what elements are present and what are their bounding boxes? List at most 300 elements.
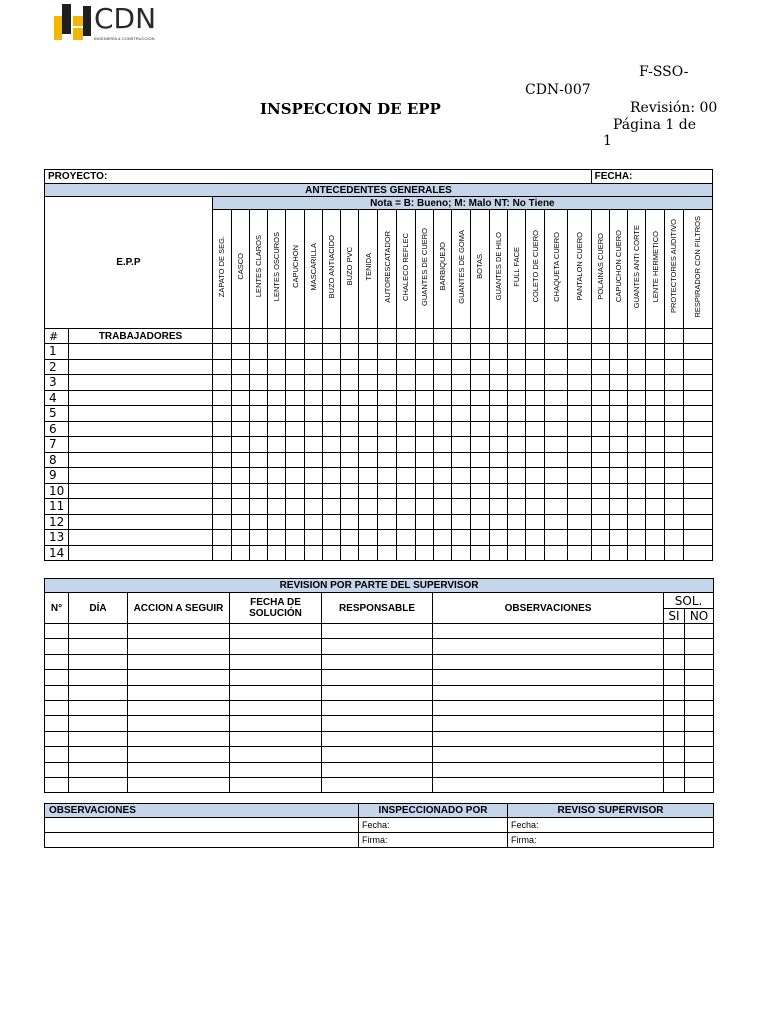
epp-rating-cell[interactable]	[665, 375, 683, 391]
epp-rating-cell[interactable]	[322, 514, 340, 530]
epp-rating-cell[interactable]	[646, 437, 665, 453]
epp-rating-cell[interactable]	[378, 375, 396, 391]
epp-rating-cell[interactable]	[507, 452, 525, 468]
supervisor-cell[interactable]	[685, 716, 714, 731]
supervisor-cell[interactable]	[322, 670, 433, 685]
epp-rating-cell[interactable]	[286, 499, 304, 515]
epp-rating-cell[interactable]	[627, 421, 645, 437]
epp-rating-cell[interactable]	[396, 468, 415, 484]
epp-rating-cell[interactable]	[359, 545, 378, 561]
epp-rating-cell[interactable]	[304, 359, 322, 375]
supervisor-cell[interactable]	[230, 700, 322, 715]
epp-rating-cell[interactable]	[665, 390, 683, 406]
epp-rating-cell[interactable]	[396, 545, 415, 561]
epp-rating-cell[interactable]	[568, 499, 591, 515]
epp-rating-cell[interactable]	[304, 499, 322, 515]
supervisor-cell[interactable]	[69, 639, 128, 654]
epp-rating-cell[interactable]	[646, 468, 665, 484]
epp-rating-cell[interactable]	[452, 375, 471, 391]
supervisor-cell[interactable]	[322, 654, 433, 669]
epp-rating-cell[interactable]	[489, 406, 507, 422]
supervisor-cell[interactable]	[664, 639, 685, 654]
supervisor-cell[interactable]	[230, 747, 322, 762]
epp-rating-cell[interactable]	[627, 530, 645, 546]
epp-rating-cell[interactable]	[304, 344, 322, 360]
epp-rating-cell[interactable]	[396, 483, 415, 499]
date-field[interactable]: FECHA:	[591, 170, 712, 184]
epp-rating-cell[interactable]	[415, 359, 433, 375]
epp-rating-cell[interactable]	[452, 437, 471, 453]
epp-rating-cell[interactable]	[683, 530, 712, 546]
supervisor-cell[interactable]	[322, 639, 433, 654]
epp-rating-cell[interactable]	[609, 390, 627, 406]
epp-rating-cell[interactable]	[268, 437, 286, 453]
supervisor-cell[interactable]	[664, 747, 685, 762]
supervisor-date-field[interactable]: Fecha:	[508, 818, 714, 833]
epp-rating-cell[interactable]	[525, 530, 544, 546]
epp-rating-cell[interactable]	[415, 468, 433, 484]
epp-rating-cell[interactable]	[627, 483, 645, 499]
epp-rating-cell[interactable]	[268, 390, 286, 406]
epp-rating-cell[interactable]	[415, 499, 433, 515]
epp-rating-cell[interactable]	[322, 499, 340, 515]
epp-rating-cell[interactable]	[322, 421, 340, 437]
epp-rating-cell[interactable]	[378, 483, 396, 499]
epp-rating-cell[interactable]	[591, 406, 609, 422]
epp-rating-cell[interactable]	[627, 375, 645, 391]
epp-rating-cell[interactable]	[471, 375, 489, 391]
supervisor-cell[interactable]	[45, 700, 69, 715]
epp-rating-cell[interactable]	[452, 483, 471, 499]
epp-rating-cell[interactable]	[212, 468, 231, 484]
supervisor-cell[interactable]	[664, 700, 685, 715]
worker-name-field[interactable]	[69, 390, 212, 406]
epp-rating-cell[interactable]	[627, 545, 645, 561]
epp-rating-cell[interactable]	[212, 344, 231, 360]
epp-rating-cell[interactable]	[489, 421, 507, 437]
epp-rating-cell[interactable]	[489, 514, 507, 530]
epp-rating-cell[interactable]	[665, 452, 683, 468]
epp-rating-cell[interactable]	[665, 545, 683, 561]
epp-rating-cell[interactable]	[507, 390, 525, 406]
epp-rating-cell[interactable]	[452, 452, 471, 468]
epp-rating-cell[interactable]	[250, 390, 268, 406]
epp-rating-cell[interactable]	[250, 483, 268, 499]
epp-rating-cell[interactable]	[489, 483, 507, 499]
worker-name-field[interactable]	[69, 375, 212, 391]
epp-rating-cell[interactable]	[341, 468, 359, 484]
epp-rating-cell[interactable]	[322, 545, 340, 561]
epp-rating-cell[interactable]	[433, 468, 451, 484]
epp-rating-cell[interactable]	[286, 437, 304, 453]
epp-rating-cell[interactable]	[304, 390, 322, 406]
epp-rating-cell[interactable]	[568, 406, 591, 422]
supervisor-cell[interactable]	[685, 777, 714, 792]
epp-rating-cell[interactable]	[250, 468, 268, 484]
epp-rating-cell[interactable]	[683, 483, 712, 499]
epp-rating-cell[interactable]	[212, 530, 231, 546]
epp-rating-cell[interactable]	[489, 545, 507, 561]
epp-rating-cell[interactable]	[286, 344, 304, 360]
epp-rating-cell[interactable]	[231, 359, 249, 375]
epp-rating-cell[interactable]	[268, 406, 286, 422]
supervisor-cell[interactable]	[685, 731, 714, 746]
supervisor-cell[interactable]	[128, 639, 230, 654]
epp-rating-cell[interactable]	[471, 468, 489, 484]
epp-rating-cell[interactable]	[525, 468, 544, 484]
epp-rating-cell[interactable]	[433, 406, 451, 422]
epp-rating-cell[interactable]	[452, 468, 471, 484]
epp-rating-cell[interactable]	[304, 437, 322, 453]
epp-rating-cell[interactable]	[452, 530, 471, 546]
epp-rating-cell[interactable]	[212, 437, 231, 453]
epp-rating-cell[interactable]	[322, 359, 340, 375]
epp-rating-cell[interactable]	[665, 468, 683, 484]
epp-rating-cell[interactable]	[341, 406, 359, 422]
epp-rating-cell[interactable]	[568, 452, 591, 468]
epp-rating-cell[interactable]	[591, 530, 609, 546]
epp-rating-cell[interactable]	[231, 421, 249, 437]
epp-rating-cell[interactable]	[545, 545, 568, 561]
supervisor-cell[interactable]	[45, 685, 69, 700]
epp-rating-cell[interactable]	[378, 530, 396, 546]
epp-rating-cell[interactable]	[286, 468, 304, 484]
supervisor-cell[interactable]	[69, 624, 128, 639]
supervisor-cell[interactable]	[69, 685, 128, 700]
epp-rating-cell[interactable]	[322, 406, 340, 422]
epp-rating-cell[interactable]	[609, 545, 627, 561]
epp-rating-cell[interactable]	[489, 344, 507, 360]
epp-rating-cell[interactable]	[415, 344, 433, 360]
epp-rating-cell[interactable]	[452, 499, 471, 515]
epp-rating-cell[interactable]	[471, 344, 489, 360]
epp-rating-cell[interactable]	[471, 390, 489, 406]
epp-rating-cell[interactable]	[378, 406, 396, 422]
epp-rating-cell[interactable]	[591, 545, 609, 561]
epp-rating-cell[interactable]	[545, 437, 568, 453]
epp-rating-cell[interactable]	[627, 359, 645, 375]
epp-rating-cell[interactable]	[627, 452, 645, 468]
epp-rating-cell[interactable]	[359, 530, 378, 546]
epp-rating-cell[interactable]	[268, 375, 286, 391]
epp-rating-cell[interactable]	[471, 545, 489, 561]
epp-rating-cell[interactable]	[268, 514, 286, 530]
epp-rating-cell[interactable]	[378, 452, 396, 468]
observations-field-line2[interactable]	[45, 833, 359, 848]
supervisor-cell[interactable]	[230, 731, 322, 746]
epp-rating-cell[interactable]	[683, 390, 712, 406]
epp-rating-cell[interactable]	[341, 483, 359, 499]
epp-rating-cell[interactable]	[433, 545, 451, 561]
epp-rating-cell[interactable]	[665, 437, 683, 453]
supervisor-cell[interactable]	[433, 747, 664, 762]
supervisor-cell[interactable]	[664, 624, 685, 639]
epp-rating-cell[interactable]	[489, 499, 507, 515]
epp-rating-cell[interactable]	[452, 390, 471, 406]
epp-rating-cell[interactable]	[489, 390, 507, 406]
supervisor-cell[interactable]	[69, 670, 128, 685]
supervisor-cell[interactable]	[685, 639, 714, 654]
epp-rating-cell[interactable]	[433, 452, 451, 468]
epp-rating-cell[interactable]	[396, 452, 415, 468]
epp-rating-cell[interactable]	[471, 499, 489, 515]
epp-rating-cell[interactable]	[609, 514, 627, 530]
epp-rating-cell[interactable]	[341, 514, 359, 530]
supervisor-cell[interactable]	[69, 654, 128, 669]
epp-rating-cell[interactable]	[489, 530, 507, 546]
epp-rating-cell[interactable]	[525, 359, 544, 375]
epp-rating-cell[interactable]	[525, 483, 544, 499]
supervisor-cell[interactable]	[433, 716, 664, 731]
epp-rating-cell[interactable]	[304, 406, 322, 422]
epp-rating-cell[interactable]	[507, 483, 525, 499]
epp-rating-cell[interactable]	[212, 359, 231, 375]
epp-rating-cell[interactable]	[304, 530, 322, 546]
supervisor-cell[interactable]	[128, 731, 230, 746]
epp-rating-cell[interactable]	[286, 452, 304, 468]
epp-rating-cell[interactable]	[507, 499, 525, 515]
epp-rating-cell[interactable]	[286, 359, 304, 375]
epp-rating-cell[interactable]	[396, 499, 415, 515]
epp-rating-cell[interactable]	[591, 468, 609, 484]
supervisor-cell[interactable]	[128, 654, 230, 669]
supervisor-cell[interactable]	[230, 639, 322, 654]
supervisor-cell[interactable]	[685, 700, 714, 715]
epp-rating-cell[interactable]	[378, 344, 396, 360]
epp-rating-cell[interactable]	[322, 390, 340, 406]
epp-rating-cell[interactable]	[568, 390, 591, 406]
epp-rating-cell[interactable]	[433, 530, 451, 546]
epp-rating-cell[interactable]	[286, 545, 304, 561]
epp-rating-cell[interactable]	[609, 406, 627, 422]
epp-rating-cell[interactable]	[341, 375, 359, 391]
epp-rating-cell[interactable]	[378, 390, 396, 406]
epp-rating-cell[interactable]	[396, 390, 415, 406]
epp-rating-cell[interactable]	[433, 390, 451, 406]
epp-rating-cell[interactable]	[471, 406, 489, 422]
epp-rating-cell[interactable]	[433, 499, 451, 515]
supervisor-cell[interactable]	[664, 654, 685, 669]
epp-rating-cell[interactable]	[646, 545, 665, 561]
supervisor-cell[interactable]	[230, 762, 322, 777]
supervisor-cell[interactable]	[322, 731, 433, 746]
supervisor-cell[interactable]	[128, 716, 230, 731]
epp-rating-cell[interactable]	[683, 452, 712, 468]
epp-rating-cell[interactable]	[341, 545, 359, 561]
epp-rating-cell[interactable]	[268, 483, 286, 499]
epp-rating-cell[interactable]	[609, 483, 627, 499]
supervisor-cell[interactable]	[45, 624, 69, 639]
epp-rating-cell[interactable]	[545, 359, 568, 375]
epp-rating-cell[interactable]	[286, 483, 304, 499]
epp-rating-cell[interactable]	[646, 406, 665, 422]
epp-rating-cell[interactable]	[359, 499, 378, 515]
epp-rating-cell[interactable]	[591, 375, 609, 391]
epp-rating-cell[interactable]	[452, 344, 471, 360]
epp-rating-cell[interactable]	[471, 421, 489, 437]
epp-rating-cell[interactable]	[683, 421, 712, 437]
epp-rating-cell[interactable]	[627, 344, 645, 360]
epp-rating-cell[interactable]	[415, 545, 433, 561]
epp-rating-cell[interactable]	[415, 437, 433, 453]
epp-rating-cell[interactable]	[396, 514, 415, 530]
epp-rating-cell[interactable]	[322, 468, 340, 484]
epp-rating-cell[interactable]	[304, 452, 322, 468]
epp-rating-cell[interactable]	[341, 452, 359, 468]
epp-rating-cell[interactable]	[322, 452, 340, 468]
worker-name-field[interactable]	[69, 468, 212, 484]
epp-rating-cell[interactable]	[250, 452, 268, 468]
epp-rating-cell[interactable]	[665, 359, 683, 375]
epp-rating-cell[interactable]	[378, 437, 396, 453]
supervisor-cell[interactable]	[433, 670, 664, 685]
epp-rating-cell[interactable]	[545, 344, 568, 360]
epp-rating-cell[interactable]	[304, 468, 322, 484]
epp-rating-cell[interactable]	[507, 375, 525, 391]
worker-name-field[interactable]	[69, 514, 212, 530]
epp-rating-cell[interactable]	[212, 452, 231, 468]
epp-rating-cell[interactable]	[250, 359, 268, 375]
worker-name-field[interactable]	[69, 545, 212, 561]
epp-rating-cell[interactable]	[415, 390, 433, 406]
epp-rating-cell[interactable]	[568, 344, 591, 360]
epp-rating-cell[interactable]	[250, 421, 268, 437]
epp-rating-cell[interactable]	[322, 344, 340, 360]
epp-rating-cell[interactable]	[378, 545, 396, 561]
epp-rating-cell[interactable]	[378, 499, 396, 515]
epp-rating-cell[interactable]	[568, 375, 591, 391]
supervisor-cell[interactable]	[322, 700, 433, 715]
epp-rating-cell[interactable]	[665, 499, 683, 515]
epp-rating-cell[interactable]	[359, 437, 378, 453]
epp-rating-cell[interactable]	[568, 530, 591, 546]
worker-name-field[interactable]	[69, 344, 212, 360]
epp-rating-cell[interactable]	[471, 437, 489, 453]
epp-rating-cell[interactable]	[433, 344, 451, 360]
epp-rating-cell[interactable]	[609, 452, 627, 468]
worker-name-field[interactable]	[69, 530, 212, 546]
epp-rating-cell[interactable]	[545, 421, 568, 437]
epp-rating-cell[interactable]	[378, 359, 396, 375]
epp-rating-cell[interactable]	[627, 437, 645, 453]
epp-rating-cell[interactable]	[268, 545, 286, 561]
epp-rating-cell[interactable]	[609, 421, 627, 437]
epp-rating-cell[interactable]	[212, 483, 231, 499]
epp-rating-cell[interactable]	[415, 421, 433, 437]
epp-rating-cell[interactable]	[341, 437, 359, 453]
supervisor-cell[interactable]	[128, 700, 230, 715]
epp-rating-cell[interactable]	[286, 421, 304, 437]
epp-rating-cell[interactable]	[568, 483, 591, 499]
epp-rating-cell[interactable]	[627, 406, 645, 422]
epp-rating-cell[interactable]	[231, 468, 249, 484]
supervisor-cell[interactable]	[69, 762, 128, 777]
epp-rating-cell[interactable]	[591, 499, 609, 515]
supervisor-cell[interactable]	[322, 762, 433, 777]
supervisor-cell[interactable]	[664, 731, 685, 746]
epp-rating-cell[interactable]	[525, 421, 544, 437]
epp-rating-cell[interactable]	[646, 375, 665, 391]
supervisor-cell[interactable]	[322, 777, 433, 792]
epp-rating-cell[interactable]	[609, 437, 627, 453]
epp-rating-cell[interactable]	[591, 514, 609, 530]
epp-rating-cell[interactable]	[646, 483, 665, 499]
epp-rating-cell[interactable]	[268, 359, 286, 375]
epp-rating-cell[interactable]	[568, 468, 591, 484]
epp-rating-cell[interactable]	[304, 421, 322, 437]
supervisor-cell[interactable]	[664, 762, 685, 777]
supervisor-cell[interactable]	[685, 747, 714, 762]
epp-rating-cell[interactable]	[341, 499, 359, 515]
epp-rating-cell[interactable]	[683, 359, 712, 375]
epp-rating-cell[interactable]	[250, 375, 268, 391]
supervisor-cell[interactable]	[230, 654, 322, 669]
epp-rating-cell[interactable]	[322, 483, 340, 499]
epp-rating-cell[interactable]	[545, 406, 568, 422]
epp-rating-cell[interactable]	[545, 452, 568, 468]
epp-rating-cell[interactable]	[609, 375, 627, 391]
epp-rating-cell[interactable]	[591, 452, 609, 468]
epp-rating-cell[interactable]	[231, 499, 249, 515]
epp-rating-cell[interactable]	[646, 514, 665, 530]
epp-rating-cell[interactable]	[525, 375, 544, 391]
epp-rating-cell[interactable]	[359, 390, 378, 406]
epp-rating-cell[interactable]	[609, 344, 627, 360]
epp-rating-cell[interactable]	[665, 406, 683, 422]
supervisor-cell[interactable]	[45, 654, 69, 669]
epp-rating-cell[interactable]	[304, 545, 322, 561]
epp-rating-cell[interactable]	[341, 530, 359, 546]
epp-rating-cell[interactable]	[452, 421, 471, 437]
epp-rating-cell[interactable]	[268, 468, 286, 484]
supervisor-cell[interactable]	[45, 777, 69, 792]
epp-rating-cell[interactable]	[396, 437, 415, 453]
epp-rating-cell[interactable]	[525, 452, 544, 468]
epp-rating-cell[interactable]	[396, 375, 415, 391]
epp-rating-cell[interactable]	[545, 499, 568, 515]
epp-rating-cell[interactable]	[415, 375, 433, 391]
supervisor-cell[interactable]	[433, 700, 664, 715]
supervisor-cell[interactable]	[664, 777, 685, 792]
supervisor-cell[interactable]	[433, 777, 664, 792]
epp-rating-cell[interactable]	[250, 545, 268, 561]
epp-rating-cell[interactable]	[609, 499, 627, 515]
epp-rating-cell[interactable]	[250, 530, 268, 546]
epp-rating-cell[interactable]	[525, 344, 544, 360]
epp-rating-cell[interactable]	[507, 359, 525, 375]
epp-rating-cell[interactable]	[452, 359, 471, 375]
epp-rating-cell[interactable]	[471, 452, 489, 468]
supervisor-cell[interactable]	[433, 762, 664, 777]
epp-rating-cell[interactable]	[359, 375, 378, 391]
epp-rating-cell[interactable]	[359, 514, 378, 530]
supervisor-cell[interactable]	[45, 747, 69, 762]
epp-rating-cell[interactable]	[322, 530, 340, 546]
epp-rating-cell[interactable]	[591, 421, 609, 437]
epp-rating-cell[interactable]	[525, 437, 544, 453]
epp-rating-cell[interactable]	[212, 514, 231, 530]
epp-rating-cell[interactable]	[415, 406, 433, 422]
epp-rating-cell[interactable]	[609, 468, 627, 484]
worker-name-field[interactable]	[69, 483, 212, 499]
epp-rating-cell[interactable]	[489, 375, 507, 391]
epp-rating-cell[interactable]	[665, 483, 683, 499]
epp-rating-cell[interactable]	[433, 359, 451, 375]
supervisor-cell[interactable]	[69, 747, 128, 762]
epp-rating-cell[interactable]	[212, 499, 231, 515]
epp-rating-cell[interactable]	[471, 514, 489, 530]
epp-rating-cell[interactable]	[433, 514, 451, 530]
